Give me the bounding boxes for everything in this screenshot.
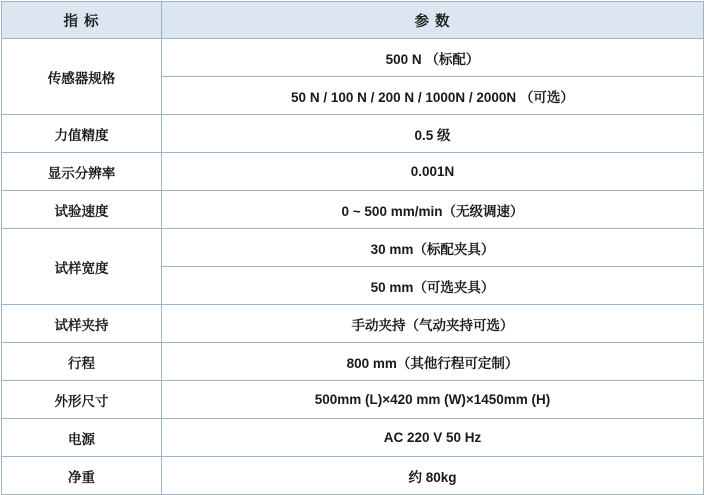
row-value: 50 N / 100 N / 200 N / 1000N / 2000N （可选）: [162, 77, 704, 115]
row-value: 手动夹持（气动夹持可选）: [162, 305, 704, 343]
table-row: [2, 457, 704, 495]
table-row: [2, 381, 704, 419]
table-row: [2, 153, 704, 191]
row-value: 30 mm（标配夹具）: [162, 229, 704, 267]
row-value: 500 N （标配）: [162, 39, 704, 77]
row-label: 试样宽度: [2, 229, 162, 305]
row-value: 50 mm（可选夹具）: [162, 267, 704, 305]
row-label: 净重: [2, 457, 162, 495]
row-value: 500mm (L)×420 mm (W)×1450mm (H): [162, 381, 704, 419]
row-label: 行程: [2, 343, 162, 381]
table-row: [2, 191, 704, 229]
row-value: 800 mm（其他行程可定制）: [162, 343, 704, 381]
row-value: 约 80kg: [162, 457, 704, 495]
column-header-indicator: 指 标: [2, 2, 162, 39]
row-value: 0.5 级: [162, 115, 704, 153]
table-header-row: [2, 2, 704, 39]
table-row: [2, 305, 704, 343]
table-row: [2, 229, 704, 267]
row-label: 试样夹持: [2, 305, 162, 343]
specification-table: [1, 1, 704, 495]
row-label: 显示分辨率: [2, 153, 162, 191]
row-value: 0 ~ 500 mm/min（无级调速）: [162, 191, 704, 229]
row-label: 外形尺寸: [2, 381, 162, 419]
row-label: 力值精度: [2, 115, 162, 153]
table-row: [2, 39, 704, 77]
table-row: [2, 343, 704, 381]
row-label: 电源: [2, 419, 162, 457]
row-value: 0.001N: [162, 153, 704, 191]
table-row: [2, 419, 704, 457]
column-header-parameter: 参 数: [162, 2, 704, 39]
table-row: [2, 115, 704, 153]
row-value: AC 220 V 50 Hz: [162, 419, 704, 457]
row-label: 传感器规格: [2, 39, 162, 115]
row-label: 试验速度: [2, 191, 162, 229]
